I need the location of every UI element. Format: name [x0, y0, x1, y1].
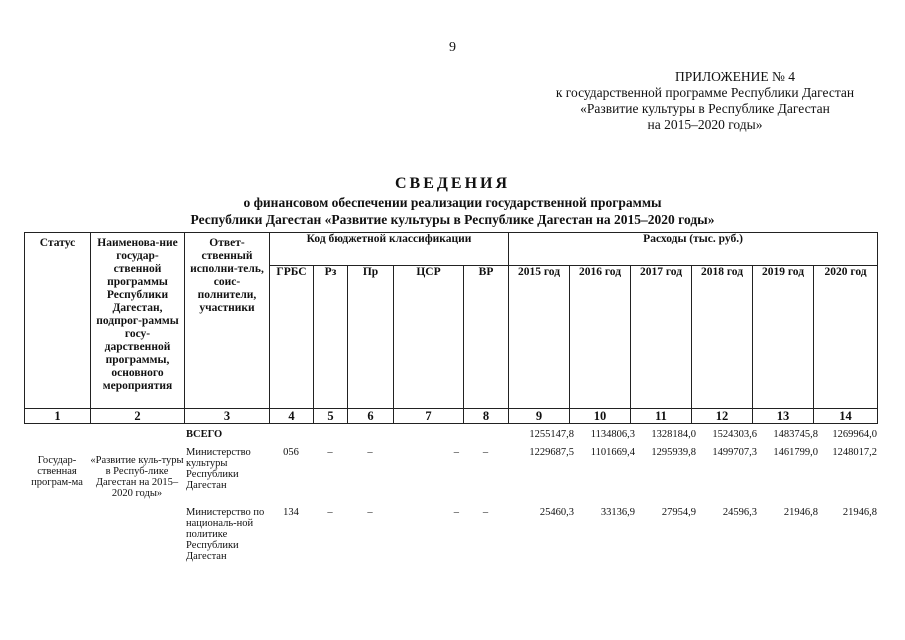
row-total-value-2020: 1269964,0 — [832, 429, 877, 440]
appendix-line-3: «Развитие культуры в Республике Дагестан — [580, 101, 830, 116]
column-number: 2 — [91, 409, 185, 424]
row-ministry-national-value-2019: 21946,8 — [783, 507, 818, 518]
header-year-2016: 2016 год — [570, 266, 631, 409]
row-total-label: ВСЕГО — [186, 429, 223, 440]
appendix-line-2: к государственной программе Республики Дагестан — [555, 85, 855, 100]
row-ministry-national-value-2018: 24596,3 — [722, 507, 757, 518]
header-rz: Рз — [314, 266, 348, 409]
header-vr: ВР — [464, 266, 509, 409]
header-pr: Пр — [348, 266, 394, 409]
row-ministry-culture-grbs: 056 — [283, 447, 299, 458]
column-number: 1 — [25, 409, 91, 424]
title-subtitle-1: о финансовом обеспечении реализации государственной программы — [243, 195, 662, 210]
row-ministry-national-grbs: 134 — [283, 507, 299, 518]
document-title — [0, 174, 905, 228]
row-ministry-culture-vr: – — [482, 447, 489, 458]
header-year-2018: 2018 год — [692, 266, 753, 409]
row-ministry-national-rz: – — [327, 507, 333, 518]
row-ministry-culture-value-2020: 1248017,2 — [832, 447, 877, 458]
column-number: 9 — [509, 409, 570, 424]
row-ministry-culture-rz: – — [327, 447, 333, 458]
header-budget-code: Код бюджетной классификации — [270, 233, 509, 266]
header-year-2015: 2015 год — [509, 266, 570, 409]
financing-table — [24, 232, 878, 424]
row-ministry-national-value-2015: 25460,3 — [539, 507, 574, 518]
row-ministry-national-value-2020: 21946,8 — [842, 507, 877, 518]
row-ministry-culture-csr: – — [453, 447, 459, 458]
row-ministry-culture-label: Министерство культуры Республики Дагестан — [186, 447, 251, 491]
row-total-value-2015: 1255147,8 — [529, 429, 574, 440]
row-ministry-national-csr: – — [453, 507, 459, 518]
header-responsible: Ответ-ственный исполни-тель, соис-полнители, участники — [185, 233, 270, 409]
row-ministry-culture-value-2015: 1229687,5 — [529, 447, 574, 458]
appendix-line-4: на 2015–2020 годы» — [647, 117, 763, 132]
column-number: 8 — [464, 409, 509, 424]
row-ministry-national-pr: – — [367, 507, 373, 518]
header-year-2017: 2017 год — [631, 266, 692, 409]
column-number: 3 — [185, 409, 270, 424]
appendix-title: ПРИЛОЖЕНИЕ № 4 — [674, 69, 796, 84]
title-main: СВЕДЕНИЯ — [394, 175, 511, 192]
row-ministry-culture-value-2019: 1461799,0 — [773, 447, 818, 458]
header-name: Наименова-ние государ-ственной программы Республики Дагестан, подпрог-раммы госу-дарственной программы, основного мероприятия — [91, 233, 185, 409]
row-ministry-national-vr: – — [482, 507, 489, 518]
column-number: 11 — [631, 409, 692, 424]
table-body — [24, 427, 877, 627]
column-number: 5 — [314, 409, 348, 424]
row-ministry-national-value-2016: 33136,9 — [600, 507, 635, 518]
column-number: 13 — [753, 409, 814, 424]
row-ministry-culture-value-2016: 1101669,4 — [590, 447, 635, 458]
column-number-row — [25, 409, 878, 424]
row-total-value-2018: 1524303,6 — [712, 429, 757, 440]
header-csr: ЦСР — [394, 266, 464, 409]
page-number: 9 — [449, 40, 456, 55]
header-expenses: Расходы (тыс. руб.) — [509, 233, 878, 266]
row-total-value-2017: 1328184,0 — [651, 429, 696, 440]
program-name-cell: «Развитие куль-туры в Респуб-лике Дагестан на 2015–2020 годы» — [90, 455, 184, 499]
column-number: 7 — [394, 409, 464, 424]
title-subtitle-2: Республики Дагестан «Развитие культуры в Республике Дагестан на 2015–2020 годы» — [190, 212, 715, 227]
column-number: 4 — [270, 409, 314, 424]
row-ministry-culture-pr: – — [367, 447, 373, 458]
column-number: 6 — [348, 409, 394, 424]
header-year-2019: 2019 год — [753, 266, 814, 409]
row-ministry-culture-value-2018: 1499707,3 — [712, 447, 757, 458]
row-ministry-national-value-2017: 27954,9 — [661, 507, 696, 518]
appendix-block — [520, 69, 890, 133]
row-ministry-national-label: Министерство по националь-ной политике Республики Дагестан — [186, 507, 265, 562]
column-number: 14 — [814, 409, 878, 424]
row-total-value-2016: 1134806,3 — [590, 429, 635, 440]
header-year-2020: 2020 год — [814, 266, 878, 409]
column-number: 12 — [692, 409, 753, 424]
column-number: 10 — [570, 409, 631, 424]
status-cell: Государ-ственная програм-ма — [31, 455, 83, 488]
row-ministry-culture-value-2017: 1295939,8 — [651, 447, 696, 458]
header-status: Статус — [25, 233, 91, 409]
header-grbs: ГРБС — [270, 266, 314, 409]
row-total-value-2019: 1483745,8 — [773, 429, 818, 440]
